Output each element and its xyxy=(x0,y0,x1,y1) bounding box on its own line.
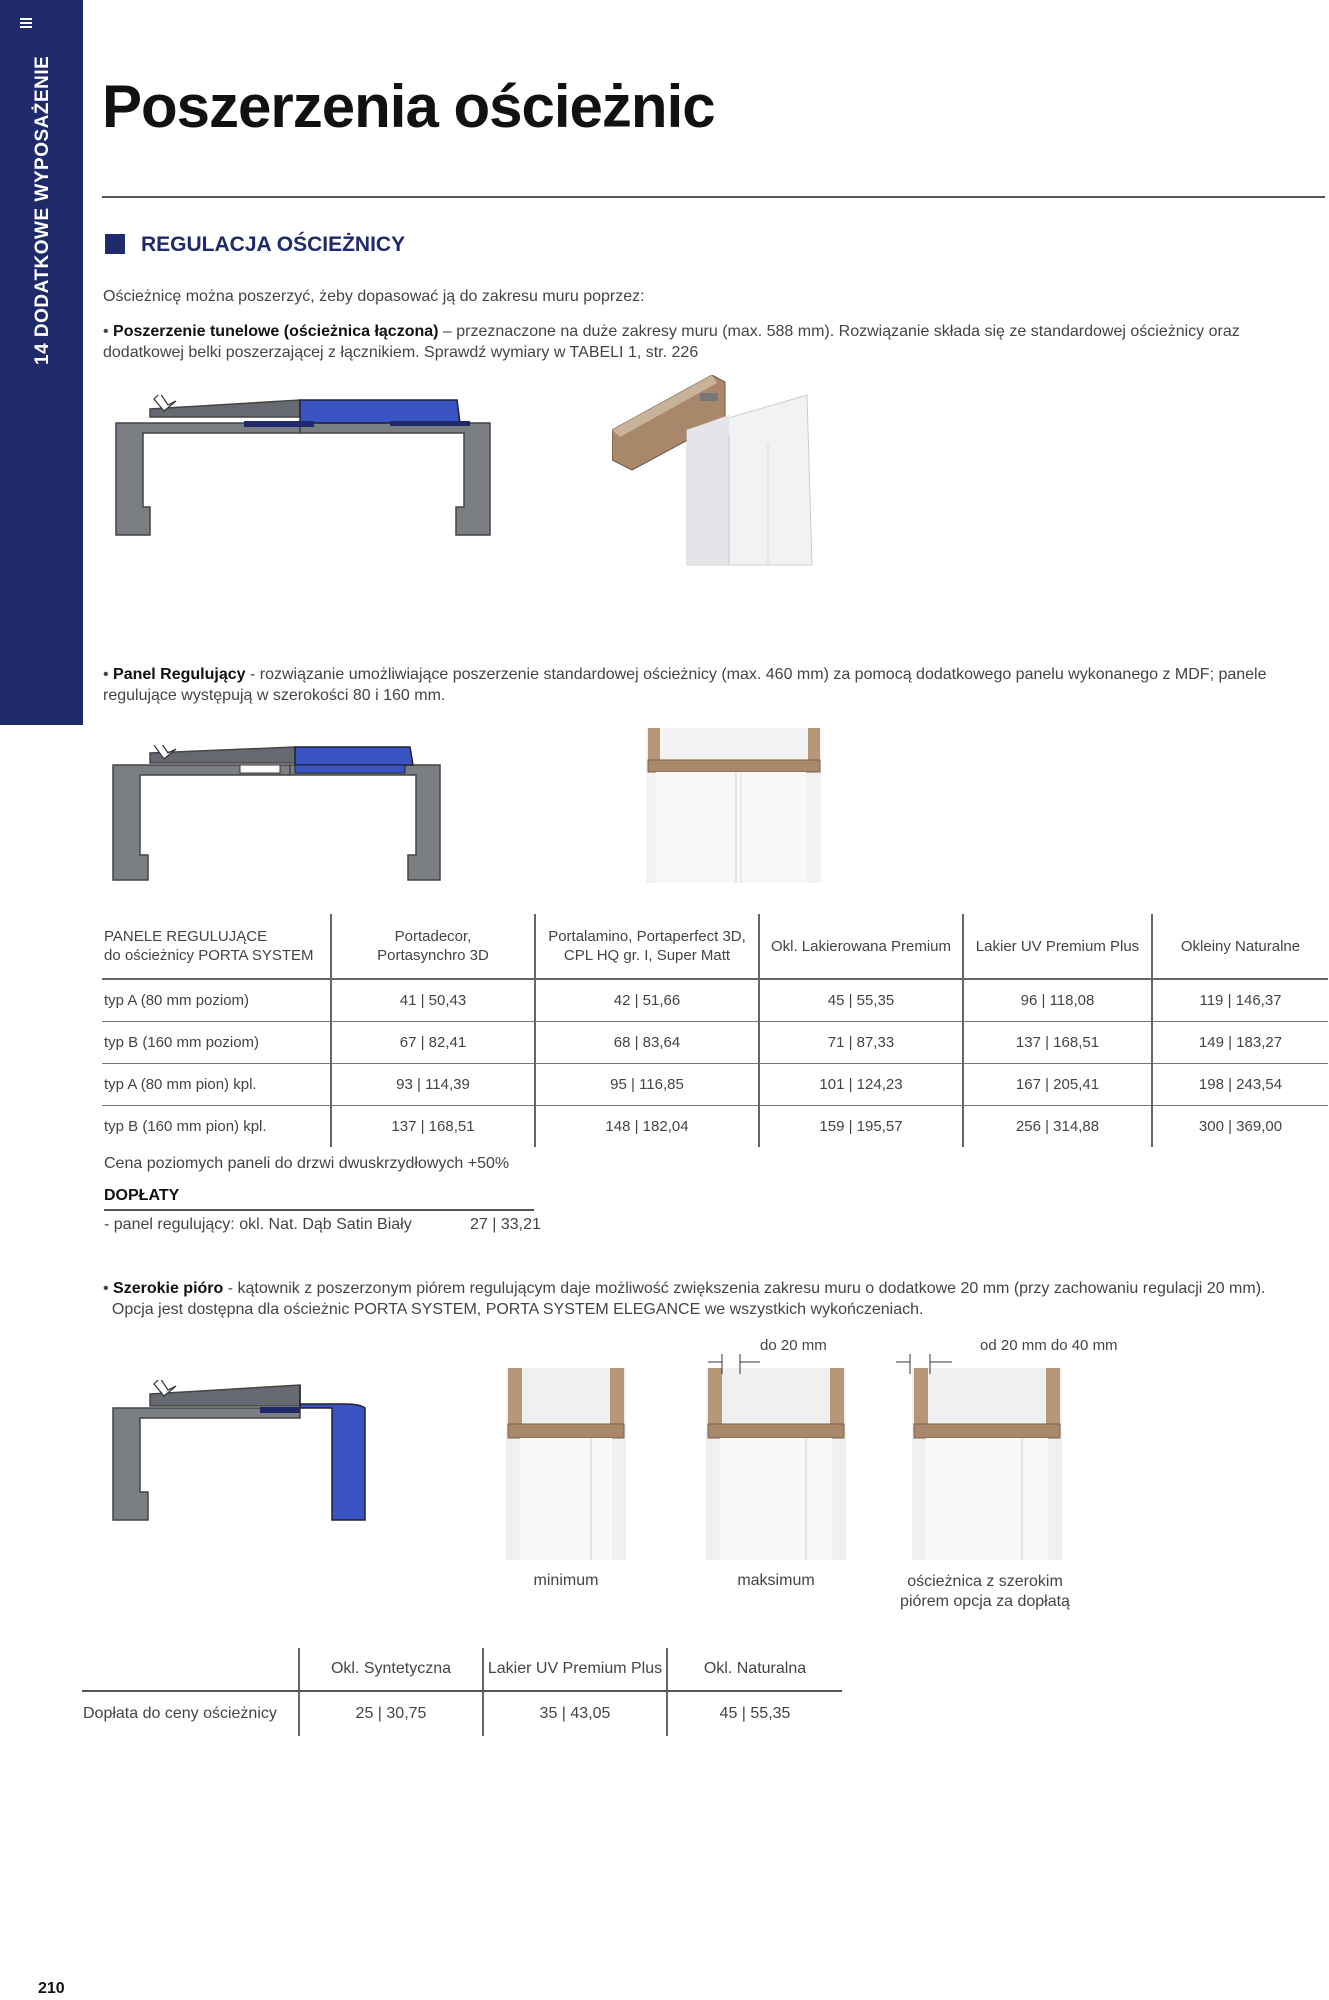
table-header-cell: Lakier UV Premium Plus xyxy=(963,914,1152,979)
table-header-cell: Lakier UV Premium Plus xyxy=(483,1648,667,1691)
table-header-cell: Okl. Lakierowana Premium xyxy=(759,914,963,979)
table-cell: 149 | 183,27 xyxy=(1152,1022,1328,1064)
option-wide-tongue-text: • Szerokie pióro - kątownik z poszerzonym piórem regulującym daje możliwość zwiększenia zakresu muru o dodatkowe 20 mm (przy zachowaniu regulacji 20 mm). Opcja jest dostępna dla ościeżnic PORTA SYSTEM, PORTA SYSTEM ELEGANCE we wszystkich wykończeniach. xyxy=(103,1280,1266,1318)
table-cell: 67 | 82,41 xyxy=(331,1022,535,1064)
tunnel-frame-diagram xyxy=(110,395,495,540)
title-divider xyxy=(102,196,1325,198)
option-wide-tongue-availability: Opcja jest dostępna dla ościeżnic PORTA SYSTEM, PORTA SYSTEM ELEGANCE we wszystkich wykończeniach. xyxy=(111,1301,924,1318)
table-note: Cena poziomych paneli do drzwi dwuskrzydłowych +50% xyxy=(104,1155,510,1172)
dimension-label-range: od 20 mm do 40 mm xyxy=(980,1337,1118,1354)
table-cell: typ B (160 mm poziom) xyxy=(102,1022,331,1064)
table-header-cell: Okl. Syntetyczna xyxy=(299,1648,483,1691)
option-panel-title: Panel Regulujący xyxy=(113,666,246,683)
table-cell: 95 | 116,85 xyxy=(535,1064,759,1106)
table-header-cell: PANELE REGULUJĄCE do ościeżnicy PORTA SYSTEM xyxy=(102,914,331,979)
table-cell: typ A (80 mm pion) kpl. xyxy=(102,1064,331,1106)
table-header-cell: Okleiny Naturalne xyxy=(1152,914,1328,979)
table-cell: 159 | 195,57 xyxy=(759,1106,963,1148)
table-cell: 167 | 205,41 xyxy=(963,1064,1152,1106)
caption-minimum: minimum xyxy=(533,1572,599,1589)
table-cell: 41 | 50,43 xyxy=(331,979,535,1022)
table-cell: 71 | 87,33 xyxy=(759,1022,963,1064)
table-cell: 137 | 168,51 xyxy=(963,1022,1152,1064)
table-cell: 42 | 51,66 xyxy=(535,979,759,1022)
dimension-label-max: do 20 mm xyxy=(760,1337,827,1354)
adjusting-panel-diagram xyxy=(110,745,445,885)
table-cell: 45 | 55,35 xyxy=(667,1691,842,1736)
page-number: 210 xyxy=(38,1980,65,1997)
chapter-label: 14 DODATKOWE WYPOSAŻENIE xyxy=(32,55,53,365)
table-cell: 300 | 369,00 xyxy=(1152,1106,1328,1148)
table-cell: 101 | 124,23 xyxy=(759,1064,963,1106)
option-tunnel-title: Poszerzenie tunelowe (ościeżnica łączona) xyxy=(113,323,439,340)
table-cell: typ B (160 mm pion) kpl. xyxy=(104,1118,267,1135)
table-cell: typ A (80 mm poziom) xyxy=(102,979,331,1022)
option-wide-tongue-title: Szerokie pióro xyxy=(113,1280,224,1297)
table-cell: 68 | 83,64 xyxy=(535,1022,759,1064)
surcharges-divider xyxy=(104,1209,534,1211)
table-row xyxy=(102,1106,1328,1148)
page-title: Poszerzenia ościeżnic xyxy=(102,73,715,140)
table-header-cell: Okl. Naturalna xyxy=(667,1648,842,1691)
table-cell: 119 | 146,37 xyxy=(1152,979,1328,1022)
wide-tongue-minimum-photo xyxy=(506,1368,626,1560)
table-header-row xyxy=(82,1648,842,1691)
surcharge-item-price: 27 | 33,21 xyxy=(470,1216,541,1233)
table-row xyxy=(102,1022,1328,1064)
table-cell: 93 | 114,39 xyxy=(331,1064,535,1106)
option-tunnel-text: • Poszerzenie tunelowe (ościeżnica łączona) – przeznaczone na duże zakresy muru (max. 588 mm). Rozwiązanie składa się ze standardowej ościeżnicy oraz dodatkowej belki poszerzającej z łącznikiem. Sprawdź wymiary w TABELI 1, str. 226 xyxy=(103,323,1240,361)
table-cell: 137 | 168,51 xyxy=(331,1106,535,1148)
caption-wide-tongue: ościeżnica z szerokim piórem opcja za dopłatą xyxy=(900,1573,1070,1610)
option-wide-tongue-desc: - kątownik z poszerzonym piórem regulującym daje możliwość zwiększenia zakresu muru o dodatkowe 20 mm (przy zachowaniu regulacji 20 mm). xyxy=(223,1280,1266,1297)
table-cell: 35 | 43,05 xyxy=(483,1691,667,1736)
option-tunnel-desc: – przeznaczone na duże zakresy muru (max. 588 mm). Rozwiązanie składa się ze standardowej ościeżnicy oraz dodatkowej belki poszerzającej z łącznikiem. Sprawdź wymiary w TABELI 1, str. 226 xyxy=(103,323,1240,361)
frame-surcharge-table xyxy=(82,1648,842,1736)
surcharge-item-label: - panel regulujący: okl. Nat. Dąb Satin Biały xyxy=(104,1216,412,1233)
table-cell: 198 | 243,54 xyxy=(1152,1064,1328,1106)
table-row xyxy=(102,1064,1328,1106)
option-panel-desc: - rozwiązanie umożliwiające poszerzenie standardowej ościeżnicy (max. 460 mm) za pomocą dodatkowego panelu wykonanego z MDF; panele regulujące występują w szerokości 80 i 160 mm. xyxy=(103,666,1267,704)
adjusting-panel-photo xyxy=(646,728,821,883)
tunnel-frame-photo xyxy=(612,375,817,575)
table-header-cell: Portalamino, Portaperfect 3D, CPL HQ gr. I, Super Matt xyxy=(535,914,759,979)
table-cell: 96 | 118,08 xyxy=(963,979,1152,1022)
table-cell: 148 | 182,04 xyxy=(535,1106,759,1148)
section-marker-icon xyxy=(105,234,125,254)
wide-tongue-option-photo xyxy=(912,1368,1062,1560)
caption-maximum: maksimum xyxy=(737,1572,815,1589)
table-row xyxy=(102,979,1328,1022)
table-cell: 25 | 30,75 xyxy=(299,1691,483,1736)
table-header-row xyxy=(102,914,1328,979)
wide-tongue-maximum-photo xyxy=(706,1368,846,1560)
table-cell: 45 | 55,35 xyxy=(759,979,963,1022)
table-cell: Dopłata do ceny ościeżnicy xyxy=(83,1705,277,1722)
intro-text: Ościeżnicę można poszerzyć, żeby dopasować ją do zakresu muru poprzez: xyxy=(103,288,645,305)
table-header-cell xyxy=(82,1648,299,1691)
wide-tongue-diagram xyxy=(110,1380,370,1525)
surcharges-title: DOPŁATY xyxy=(104,1187,180,1204)
section-heading: REGULACJA OŚCIEŻNICY xyxy=(141,233,406,256)
table-cell: 256 | 314,88 xyxy=(963,1106,1152,1148)
table-header-cell: Portadecor, Portasynchro 3D xyxy=(331,914,535,979)
table-row xyxy=(82,1691,842,1736)
option-panel-text: • Panel Regulujący - rozwiązanie umożliwiające poszerzenie standardowej ościeżnicy (max. 460 mm) za pomocą dodatkowego panelu wykonanego z MDF; panele regulujące występują w szerokości 80 i 160 mm. xyxy=(103,666,1267,704)
panels-price-table xyxy=(102,914,1328,1147)
menu-icon[interactable] xyxy=(20,18,32,28)
